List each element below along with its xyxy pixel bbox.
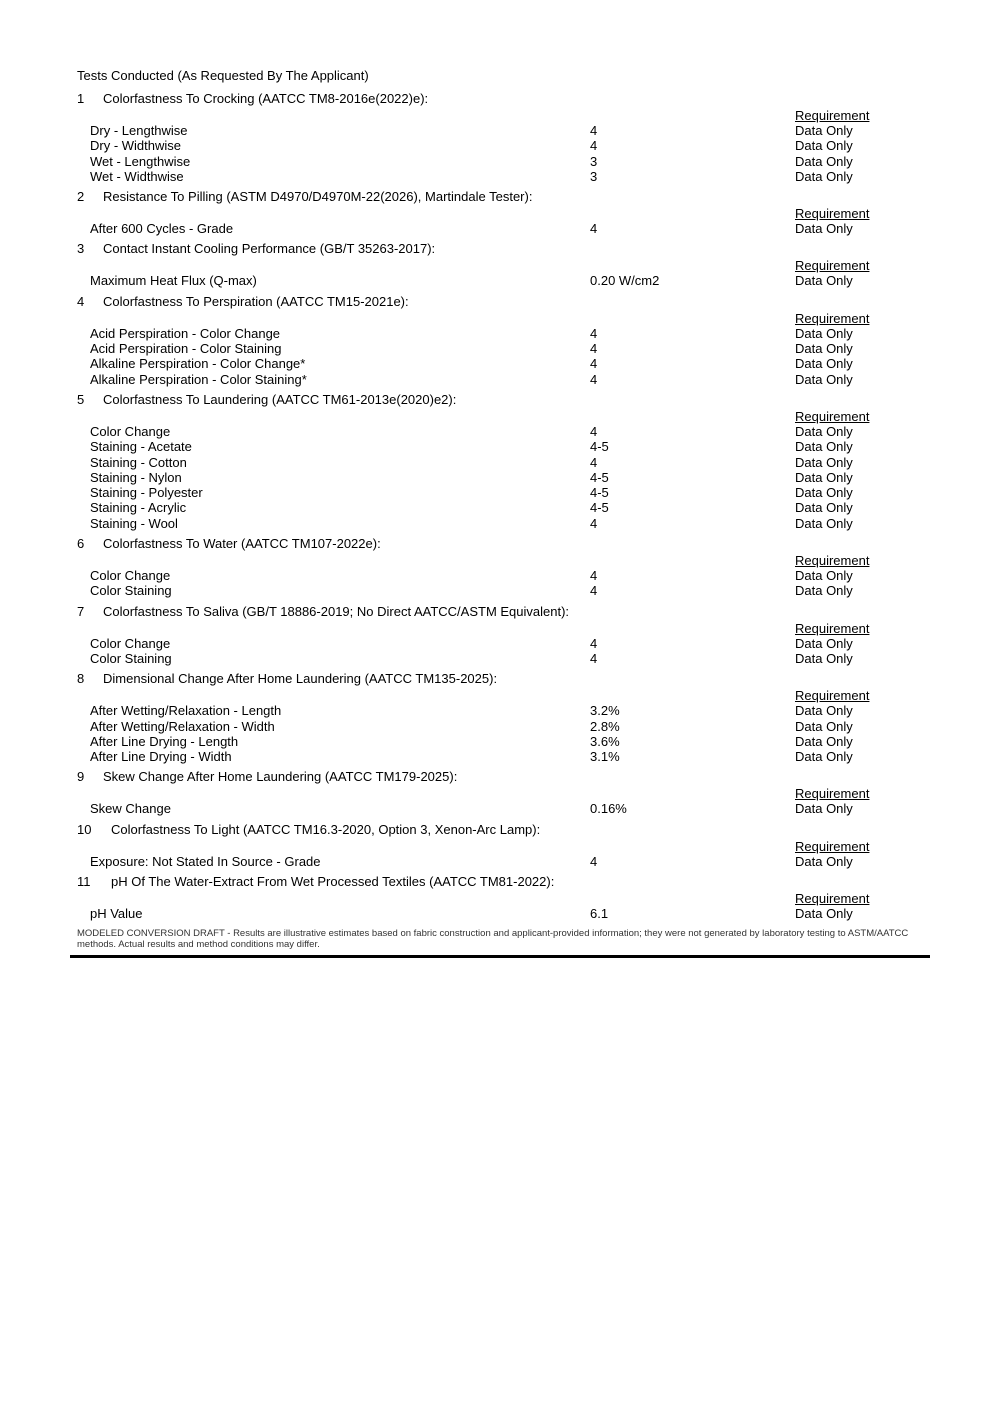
section-number: 7 bbox=[77, 603, 85, 619]
result-row bbox=[77, 500, 930, 515]
test-result-value: 4-5 bbox=[590, 469, 609, 485]
section-title-row bbox=[77, 536, 930, 552]
result-row bbox=[77, 854, 930, 869]
requirement-heading: Requirement bbox=[795, 553, 870, 569]
test-item-name: After Wetting/Relaxation - Width bbox=[90, 718, 275, 734]
section-number: 11 bbox=[77, 874, 91, 890]
section-title: Colorfastness To Light (AATCC TM16.3-2020, Option 3, Xenon-Arc Lamp): bbox=[111, 821, 541, 837]
section-number: 1 bbox=[77, 91, 85, 106]
requirement-header-row bbox=[77, 688, 930, 703]
requirement-value: Data Only bbox=[795, 485, 853, 501]
section-title: Resistance To Pilling (ASTM D4970/D4970M-22(2026), Martindale Tester): bbox=[103, 189, 533, 205]
requirement-value: Data Only bbox=[795, 650, 853, 666]
test-section bbox=[77, 536, 930, 599]
section-title-row bbox=[77, 769, 930, 785]
test-result-value: 3.2% bbox=[590, 703, 620, 719]
test-item-name: Alkaline Perspiration - Color Change* bbox=[90, 356, 306, 372]
section-title-row bbox=[77, 822, 930, 838]
test-result-value: 4-5 bbox=[590, 500, 609, 516]
requirement-heading: Requirement bbox=[795, 206, 870, 222]
test-item-name: Color Staining bbox=[90, 650, 172, 666]
requirement-heading: Requirement bbox=[795, 838, 870, 854]
requirement-heading: Requirement bbox=[795, 258, 870, 274]
section-title-row bbox=[77, 392, 930, 408]
report-header: Tests Conducted (As Requested By The Applicant) bbox=[77, 68, 369, 83]
test-item-name: Staining - Polyester bbox=[90, 485, 203, 501]
requirement-header-row bbox=[77, 891, 930, 906]
result-row bbox=[77, 470, 930, 485]
test-item-name: Exposure: Not Stated In Source - Grade bbox=[90, 853, 321, 869]
requirement-value: Data Only bbox=[795, 123, 853, 138]
test-result-value: 4 bbox=[590, 341, 598, 357]
requirement-value: Data Only bbox=[795, 749, 853, 765]
test-item-name: After Line Drying - Width bbox=[90, 749, 232, 765]
section-number: 6 bbox=[77, 536, 85, 552]
result-row bbox=[77, 749, 930, 764]
requirement-header-row bbox=[77, 258, 930, 273]
result-row bbox=[77, 906, 930, 921]
requirement-value: Data Only bbox=[795, 733, 853, 749]
test-section bbox=[77, 604, 930, 667]
bottom-rule bbox=[70, 955, 930, 958]
test-result-value: 4 bbox=[590, 635, 598, 651]
test-result-value: 0.16% bbox=[590, 801, 627, 817]
test-result-value: 3.6% bbox=[590, 733, 620, 749]
requirement-value: Data Only bbox=[795, 469, 853, 485]
result-row bbox=[77, 485, 930, 500]
test-result-value: 4 bbox=[590, 371, 598, 387]
requirement-header-row bbox=[77, 108, 930, 123]
requirement-heading: Requirement bbox=[795, 688, 870, 704]
requirement-heading: Requirement bbox=[795, 786, 870, 802]
test-result-value: 4-5 bbox=[590, 439, 609, 455]
result-row bbox=[77, 138, 930, 153]
requirement-value: Data Only bbox=[795, 138, 853, 154]
test-item-name: Staining - Acetate bbox=[90, 439, 192, 455]
result-row bbox=[77, 455, 930, 470]
requirement-header-row bbox=[77, 206, 930, 221]
section-title: Colorfastness To Crocking (AATCC TM8-2016e(2022)e): bbox=[103, 91, 429, 106]
section-title: Colorfastness To Water (AATCC TM107-2022e): bbox=[103, 536, 381, 552]
test-result-value: 3 bbox=[590, 168, 598, 184]
requirement-value: Data Only bbox=[795, 325, 853, 341]
requirement-value: Data Only bbox=[795, 718, 853, 734]
requirement-value: Data Only bbox=[795, 515, 853, 531]
test-item-name: Color Staining bbox=[90, 583, 172, 599]
test-item-name: After Line Drying - Length bbox=[90, 733, 239, 749]
requirement-value: Data Only bbox=[795, 356, 853, 372]
test-report bbox=[77, 68, 930, 950]
requirement-value: Data Only bbox=[795, 454, 853, 470]
test-result-value: 4 bbox=[590, 138, 598, 154]
result-row bbox=[77, 583, 930, 598]
test-item-name: Wet - Widthwise bbox=[90, 168, 184, 184]
section-title-row bbox=[77, 294, 930, 310]
test-item-name: Color Change bbox=[90, 423, 171, 439]
test-item-name: Staining - Wool bbox=[90, 515, 178, 531]
section-title: Skew Change After Home Laundering (AATCC TM179-2025): bbox=[103, 769, 458, 785]
test-item-name: Alkaline Perspiration - Color Staining* bbox=[90, 371, 307, 387]
result-row bbox=[77, 154, 930, 169]
test-section bbox=[77, 769, 930, 816]
test-section bbox=[77, 294, 930, 387]
requirement-header-row bbox=[77, 786, 930, 801]
section-title: pH Of The Water-Extract From Wet Processed Textiles (AATCC TM81-2022): bbox=[111, 874, 555, 890]
test-section bbox=[77, 392, 930, 531]
requirement-header-row bbox=[77, 553, 930, 568]
test-item-name: Dry - Lengthwise bbox=[90, 123, 188, 138]
test-result-value: 4-5 bbox=[590, 485, 609, 501]
result-row bbox=[77, 169, 930, 184]
test-section bbox=[77, 189, 930, 236]
result-row bbox=[77, 356, 930, 371]
result-row bbox=[77, 341, 930, 356]
test-section bbox=[77, 91, 930, 184]
requirement-value: Data Only bbox=[795, 423, 853, 439]
test-section bbox=[77, 241, 930, 288]
test-result-value: 4 bbox=[590, 650, 598, 666]
test-result-value: 4 bbox=[590, 454, 598, 470]
test-item-name: Color Change bbox=[90, 635, 171, 651]
requirement-heading: Requirement bbox=[795, 310, 870, 326]
test-item-name: Maximum Heat Flux (Q-max) bbox=[90, 273, 257, 289]
test-result-value: 4 bbox=[590, 423, 598, 439]
test-result-value: 4 bbox=[590, 356, 598, 372]
section-title-row bbox=[77, 91, 930, 107]
result-row bbox=[77, 273, 930, 288]
result-row bbox=[77, 734, 930, 749]
test-result-value: 4 bbox=[590, 583, 598, 599]
requirement-heading: Requirement bbox=[795, 108, 870, 123]
test-result-value: 4 bbox=[590, 221, 598, 237]
test-item-name: Staining - Acrylic bbox=[90, 500, 187, 516]
result-row bbox=[77, 651, 930, 666]
requirement-header-row bbox=[77, 409, 930, 424]
result-row bbox=[77, 439, 930, 454]
section-title: Dimensional Change After Home Laundering (AATCC TM135-2025): bbox=[103, 671, 498, 687]
requirement-heading: Requirement bbox=[795, 891, 870, 907]
section-number: 5 bbox=[77, 391, 85, 407]
section-title-row bbox=[77, 671, 930, 687]
section-title-row bbox=[77, 874, 930, 890]
requirement-value: Data Only bbox=[795, 273, 853, 289]
requirement-heading: Requirement bbox=[795, 620, 870, 636]
requirement-value: Data Only bbox=[795, 221, 853, 237]
disclaimer-text: MODELED CONVERSION DRAFT - Results are illustrative estimates based on fabric construction and applicant-provided information; they were not generated by laboratory testing to ASTM/AATCC methods. Actual results and method conditions may differ. bbox=[77, 928, 909, 951]
requirement-value: Data Only bbox=[795, 703, 853, 719]
section-title: Colorfastness To Laundering (AATCC TM61-2013e(2020)e2): bbox=[103, 391, 457, 407]
section-title-row bbox=[77, 241, 930, 257]
requirement-value: Data Only bbox=[795, 583, 853, 599]
result-row bbox=[77, 703, 930, 718]
test-item-name: Skew Change bbox=[90, 801, 171, 817]
test-item-name: Color Change bbox=[90, 568, 171, 584]
test-result-value: 3.1% bbox=[590, 749, 620, 765]
result-row bbox=[77, 516, 930, 531]
test-section bbox=[77, 822, 930, 869]
requirement-value: Data Only bbox=[795, 439, 853, 455]
section-number: 8 bbox=[77, 671, 85, 687]
section-number: 3 bbox=[77, 241, 85, 257]
requirement-value: Data Only bbox=[795, 635, 853, 651]
test-section bbox=[77, 671, 930, 764]
requirement-value: Data Only bbox=[795, 341, 853, 357]
result-row bbox=[77, 221, 930, 236]
section-title-row bbox=[77, 189, 930, 205]
test-result-value: 2.8% bbox=[590, 718, 620, 734]
test-result-value: 4 bbox=[590, 123, 598, 138]
requirement-value: Data Only bbox=[795, 853, 853, 869]
test-sections bbox=[77, 91, 930, 921]
test-item-name: After 600 Cycles - Grade bbox=[90, 221, 234, 237]
test-item-name: Staining - Cotton bbox=[90, 454, 187, 470]
section-title: Colorfastness To Perspiration (AATCC TM15-2021e): bbox=[103, 293, 409, 309]
test-result-value: 4 bbox=[590, 853, 598, 869]
result-row bbox=[77, 801, 930, 816]
requirement-header-row bbox=[77, 621, 930, 636]
test-item-name: pH Value bbox=[90, 906, 143, 922]
test-result-value: 4 bbox=[590, 568, 598, 584]
section-title-row bbox=[77, 604, 930, 620]
test-item-name: Wet - Lengthwise bbox=[90, 153, 191, 169]
requirement-value: Data Only bbox=[795, 801, 853, 817]
section-title: Colorfastness To Saliva (GB/T 18886-2019; No Direct AATCC/ASTM Equivalent): bbox=[103, 603, 570, 619]
requirement-value: Data Only bbox=[795, 168, 853, 184]
section-number: 9 bbox=[77, 769, 85, 785]
requirement-value: Data Only bbox=[795, 500, 853, 516]
result-row bbox=[77, 326, 930, 341]
test-item-name: Acid Perspiration - Color Change bbox=[90, 325, 281, 341]
section-number: 2 bbox=[77, 189, 85, 205]
result-row bbox=[77, 568, 930, 583]
result-row bbox=[77, 123, 930, 138]
test-result-value: 6.1 bbox=[590, 906, 609, 922]
result-row bbox=[77, 636, 930, 651]
test-item-name: Dry - Widthwise bbox=[90, 138, 182, 154]
test-item-name: After Wetting/Relaxation - Length bbox=[90, 703, 282, 719]
section-title: Contact Instant Cooling Performance (GB/T 35263-2017): bbox=[103, 241, 436, 257]
test-item-name: Acid Perspiration - Color Staining bbox=[90, 341, 282, 357]
requirement-header-row bbox=[77, 311, 930, 326]
section-number: 10 bbox=[77, 821, 92, 837]
test-section bbox=[77, 874, 930, 921]
requirement-value: Data Only bbox=[795, 906, 853, 922]
test-result-value: 3 bbox=[590, 153, 598, 169]
requirement-value: Data Only bbox=[795, 568, 853, 584]
requirement-header-row bbox=[77, 839, 930, 854]
test-item-name: Staining - Nylon bbox=[90, 469, 182, 485]
result-row bbox=[77, 424, 930, 439]
section-number: 4 bbox=[77, 293, 85, 309]
requirement-value: Data Only bbox=[795, 371, 853, 387]
requirement-value: Data Only bbox=[795, 153, 853, 169]
result-row bbox=[77, 719, 930, 734]
test-result-value: 0.20 W/cm2 bbox=[590, 273, 660, 289]
test-result-value: 4 bbox=[590, 515, 598, 531]
result-row bbox=[77, 372, 930, 387]
requirement-heading: Requirement bbox=[795, 408, 870, 424]
test-result-value: 4 bbox=[590, 325, 598, 341]
